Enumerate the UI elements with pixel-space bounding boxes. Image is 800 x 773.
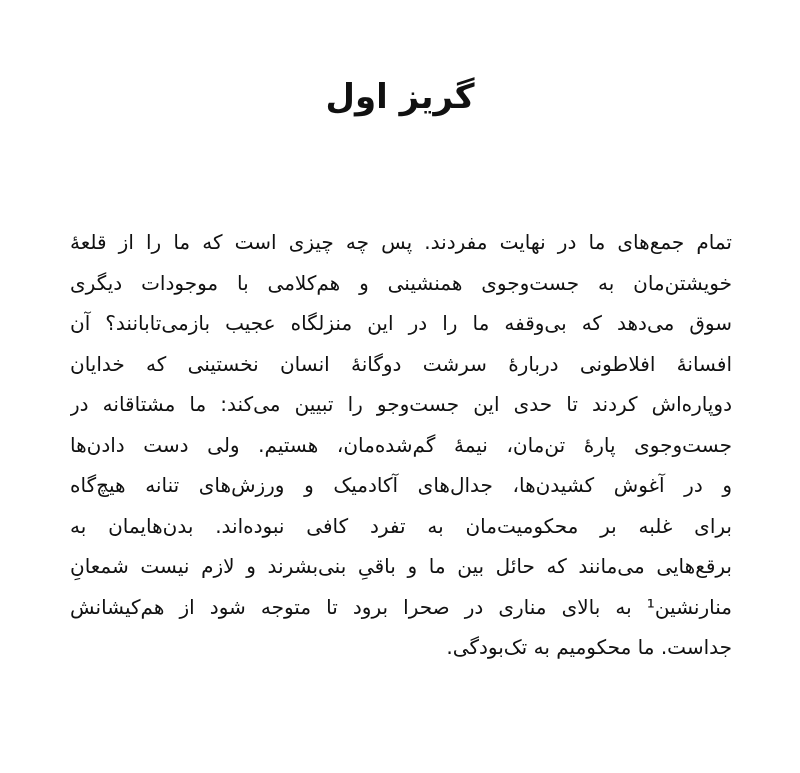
body-paragraph [70,222,732,668]
clipped-next-line [70,762,732,773]
paragraph-line: سوق می‌دهد که بی‌وقفه ما را در این منزلگاه عجیب بازمی‌تابانند؟ آن [70,311,732,335]
paragraph-line: برقع‌هایی می‌مانند که حائل بین ما و باقیِ بنی‌بشرند و لازم نیست شمعانِ [70,554,732,578]
paragraph-line: و در آغوش کشیدن‌ها، جدال‌های آکادمیک و ورزش‌های تنانه هیچ‌گاه [70,473,732,497]
paragraph-line: افسانهٔ افلاطونی دربارهٔ سرشت دوگانهٔ انسان نخستینی که خدایان [70,351,732,376]
paragraph-line: منارنشین¹ به بالای مناری در صحرا برود تا متوجه شود از هم‌کیشانش [70,594,732,619]
chapter-title: گریز اول [325,77,475,117]
paragraph-line: جست‌وجوی پارهٔ تن‌مان، نیمهٔ گم‌شده‌مان، هستیم. ولی دست دادن‌ها [70,432,732,457]
paragraph-line: خویشتن‌مان به جست‌وجوی همنشینی و هم‌کلامی با موجودات دیگری [70,270,732,295]
paragraph-line: برای غلبه بر محکومیت‌مان به تفرد کافی نبوده‌اند. بدن‌هایمان به [70,513,732,538]
paragraph-line: تمام جمع‌های ما در نهایت مفردند. پس چه چیزی است که ما را از قلعهٔ [70,230,732,254]
paragraph-line: جداست. ما محکومیم به تک‌بودگی. [446,635,732,659]
paragraph-line: دوپاره‌اش کردند تا حدی این جست‌وجو را تبیین می‌کند: ما مشتاقانه در [70,392,732,416]
